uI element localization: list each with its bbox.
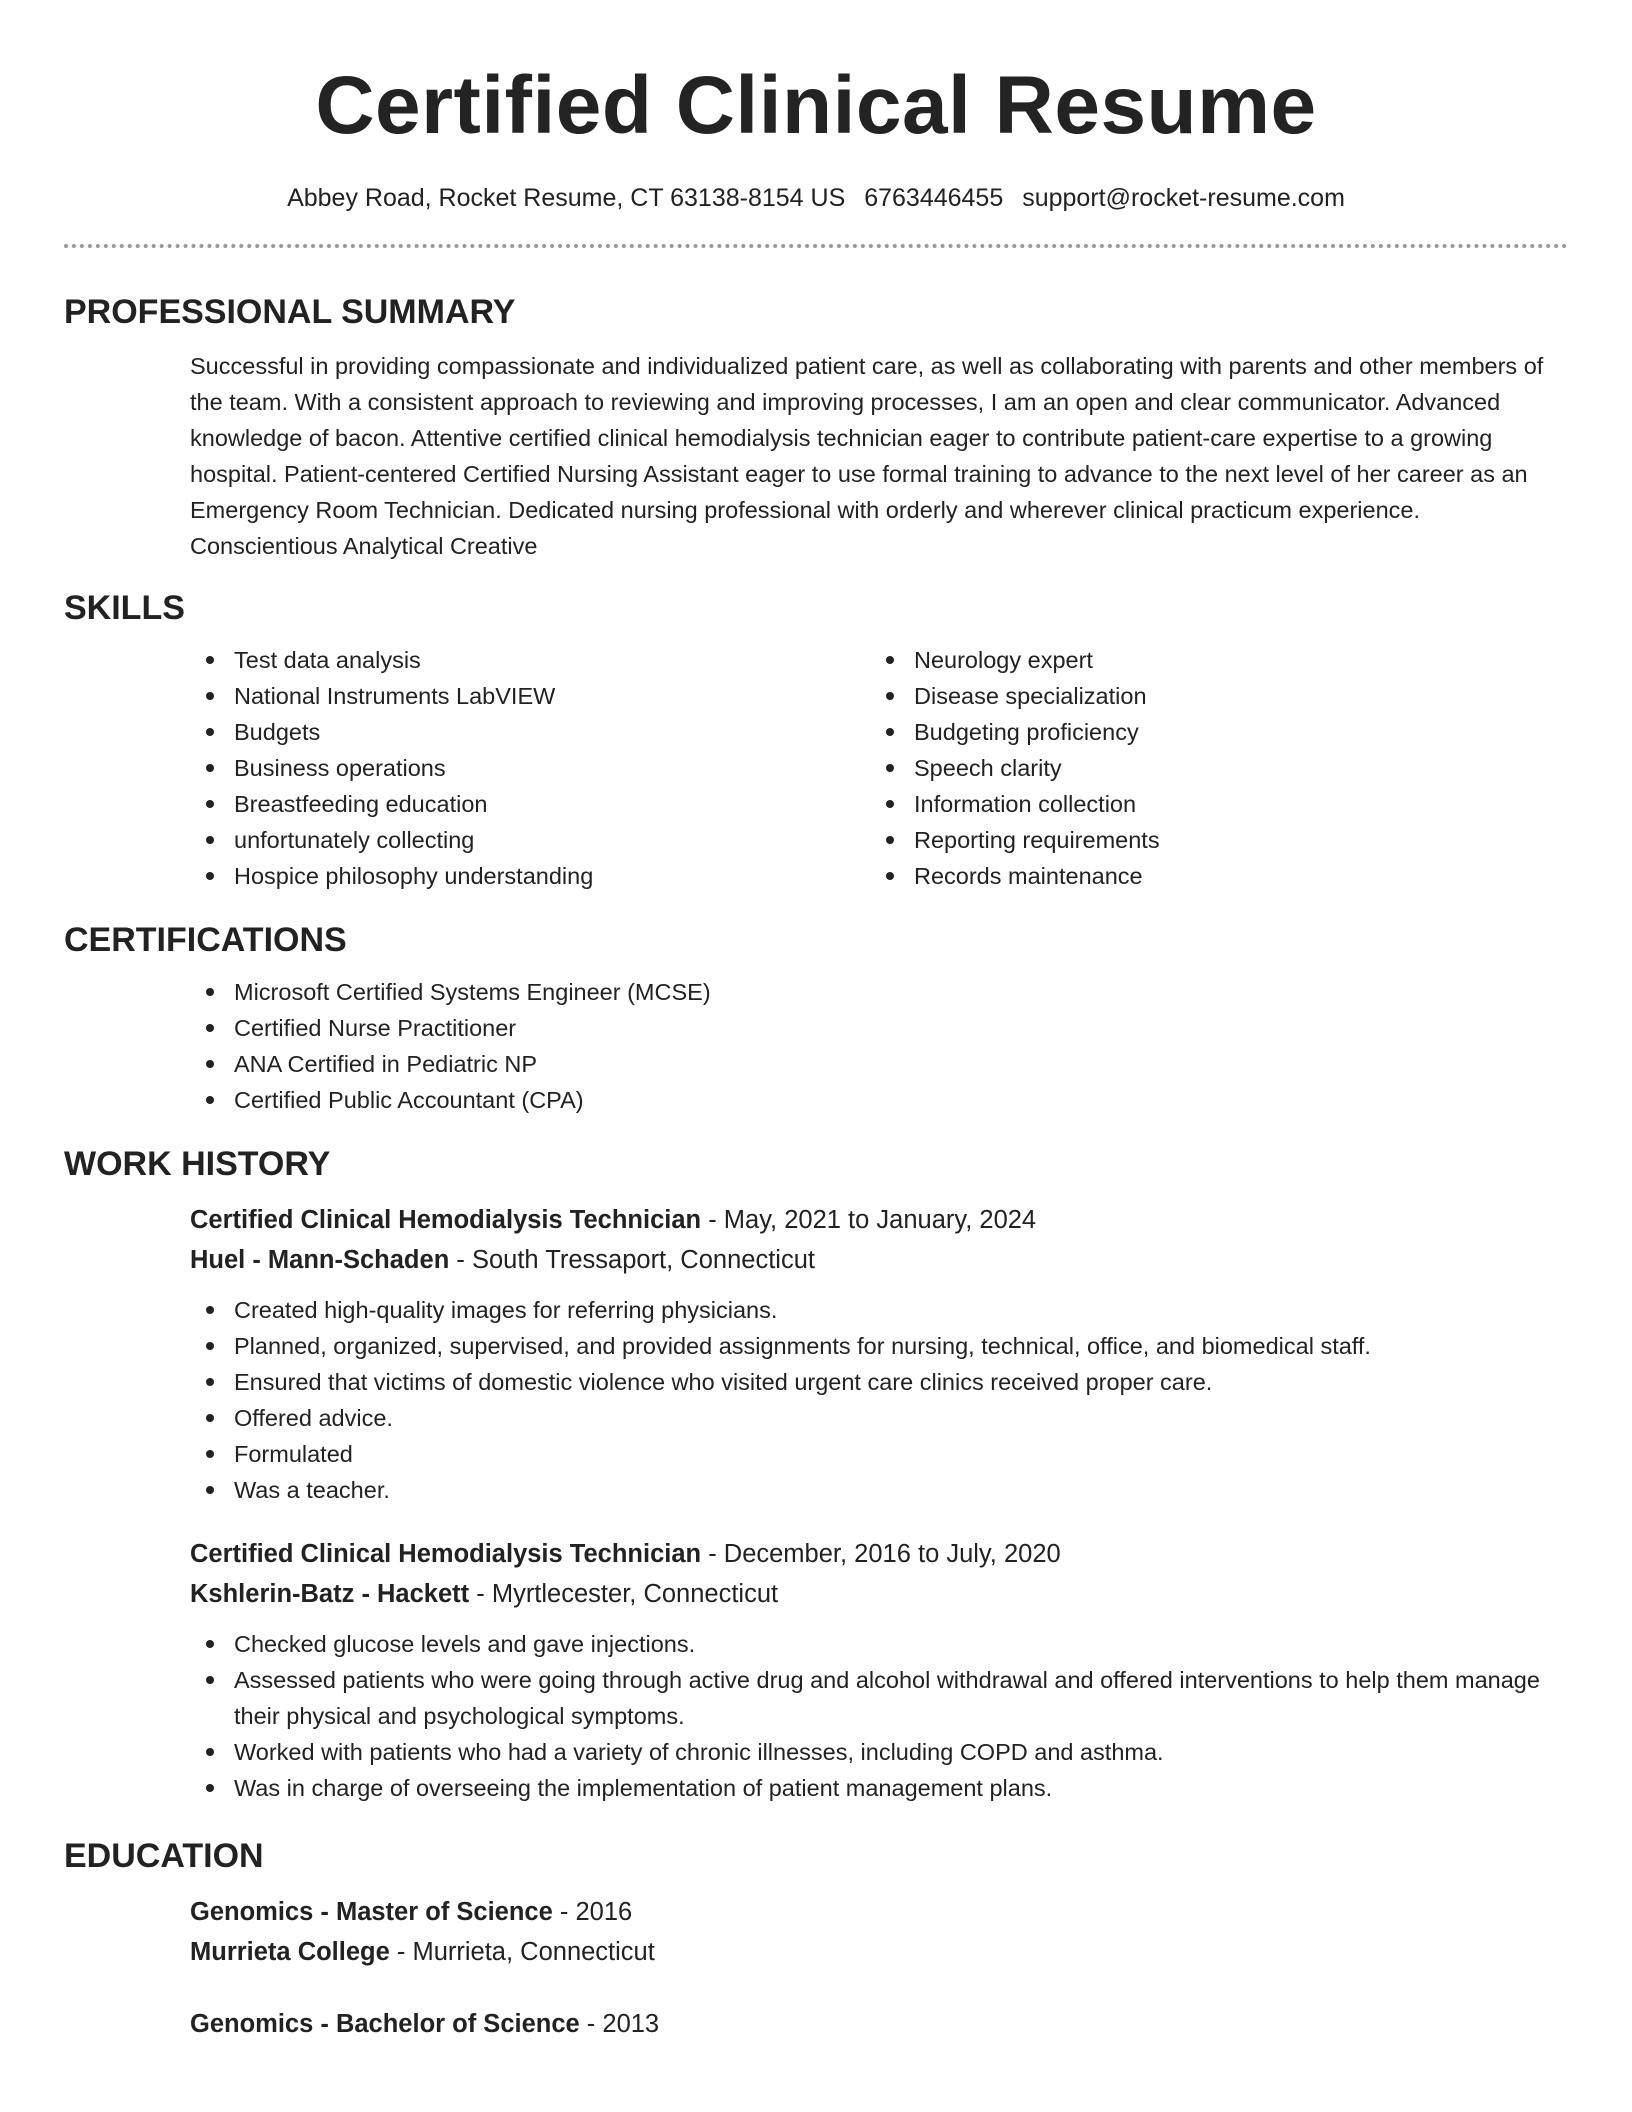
education-degree-line: Genomics - Bachelor of Science - 2013 xyxy=(190,2010,660,2038)
skills-heading: SKILLS xyxy=(64,589,185,627)
job-duty: Assessed patients who were going through active drug and alcohol withdrawal and offered interventions to help them manage their physical and psychological symptoms. xyxy=(190,1662,1568,1734)
education-degree-line: Genomics - Master of Science - 2016 xyxy=(190,1898,633,1926)
header-divider xyxy=(64,244,1568,248)
skills-column-left xyxy=(190,642,870,894)
certification-item: Microsoft Certified Systems Engineer (MCSE) xyxy=(190,974,1568,1010)
job-duty: Formulated xyxy=(190,1436,1568,1472)
contact-email: support@rocket-resume.com xyxy=(1022,184,1345,212)
skill-item: Test data analysis xyxy=(190,642,870,678)
skill-item: Speech clarity xyxy=(870,750,1550,786)
certification-item: Certified Public Accountant (CPA) xyxy=(190,1082,1568,1118)
job-entry xyxy=(190,1534,1568,1806)
job-duty: Planned, organized, supervised, and provided assignments for nursing, technical, office, and biomedical staff. xyxy=(190,1328,1568,1364)
education-location: Murrieta, Connecticut xyxy=(412,1938,655,1966)
job-duties xyxy=(190,1626,1568,1806)
job-dates: December, 2016 to July, 2020 xyxy=(723,1540,1061,1568)
job-entry xyxy=(190,1200,1568,1508)
job-title: Certified Clinical Hemodialysis Technician xyxy=(190,1206,702,1234)
job-duty: Created high-quality images for referring physicians. xyxy=(190,1292,1568,1328)
work-history-heading: WORK HISTORY xyxy=(64,1145,331,1183)
certification-item: ANA Certified in Pediatric NP xyxy=(190,1046,1568,1082)
resume-title: Certified Clinical Resume xyxy=(315,60,1317,151)
job-duty: Worked with patients who had a variety of chronic illnesses, including COPD and asthma. xyxy=(190,1734,1568,1770)
job-company-line: Huel - Mann-Schaden - South Tressaport, Connecticut xyxy=(190,1246,815,1274)
skill-item: Information collection xyxy=(870,786,1550,822)
education-entry xyxy=(190,2004,1568,2044)
skill-item: Reporting requirements xyxy=(870,822,1550,858)
contact-phone: 6763446455 xyxy=(864,184,1004,212)
job-title: Certified Clinical Hemodialysis Technician xyxy=(190,1540,702,1568)
skill-item: Business operations xyxy=(190,750,870,786)
job-dates: May, 2021 to January, 2024 xyxy=(723,1206,1037,1234)
job-duties xyxy=(190,1292,1568,1508)
certification-item: Certified Nurse Practitioner xyxy=(190,1010,1568,1046)
job-company: Huel - Mann-Schaden xyxy=(190,1246,450,1274)
education-heading: EDUCATION xyxy=(64,1837,264,1875)
job-title-line: Certified Clinical Hemodialysis Technician - December, 2016 to July, 2020 xyxy=(190,1540,1061,1568)
certifications-list xyxy=(190,974,1568,1118)
education-school: Murrieta College xyxy=(190,1938,390,1966)
skill-item: Records maintenance xyxy=(870,858,1550,894)
job-duty: Checked glucose levels and gave injections. xyxy=(190,1626,1568,1662)
job-duty: Offered advice. xyxy=(190,1400,1568,1436)
education-year: 2016 xyxy=(575,1898,633,1926)
skill-item: Disease specialization xyxy=(870,678,1550,714)
job-location: Myrtlecester, Connecticut xyxy=(491,1580,779,1608)
skill-item: Budgets xyxy=(190,714,870,750)
skill-item: unfortunately collecting xyxy=(190,822,870,858)
job-company: Kshlerin-Batz - Hackett xyxy=(190,1580,470,1608)
skill-item: Breastfeeding education xyxy=(190,786,870,822)
certifications-heading: CERTIFICATIONS xyxy=(64,921,347,959)
education-degree: Genomics - Master of Science xyxy=(190,1898,553,1926)
contact-line xyxy=(64,182,1568,214)
job-duty: Ensured that victims of domestic violence who visited urgent care clinics received proper care. xyxy=(190,1364,1568,1400)
skill-item: Hospice philosophy understanding xyxy=(190,858,870,894)
education-entry xyxy=(190,1892,1568,1972)
skills-column-right xyxy=(870,642,1550,894)
education-year: 2013 xyxy=(602,2010,660,2038)
skill-item: Neurology expert xyxy=(870,642,1550,678)
education-degree: Genomics - Bachelor of Science xyxy=(190,2010,580,2038)
summary-heading: PROFESSIONAL SUMMARY xyxy=(64,293,516,331)
contact-address: Abbey Road, Rocket Resume, CT 63138-8154 US xyxy=(287,184,846,212)
skills-list xyxy=(190,642,1568,894)
job-title-line: Certified Clinical Hemodialysis Technician - May, 2021 to January, 2024 xyxy=(190,1206,1037,1234)
job-company-line: Kshlerin-Batz - Hackett - Myrtlecester, Connecticut xyxy=(190,1580,779,1608)
summary-text: Successful in providing compassionate and individualized patient care, as well as collaborating with parents and other members of the team. With a consistent approach to reviewing and improving processes, I am an open and clear communicator. Advanced knowledge of bacon. Attentive certified clinical hemodialysis technician eager to contribute patient-care expertise to a growing hospital. Patient-centered Certified Nursing Assistant eager to use formal training to advance to the next level of her career as an Emergency Room Technician. Dedicated nursing professional with orderly and wherever clinical practicum experience. Conscientious Analytical Creative xyxy=(190,353,1544,559)
skill-item: Budgeting proficiency xyxy=(870,714,1550,750)
job-duty: Was a teacher. xyxy=(190,1472,1568,1508)
skill-item: National Instruments LabVIEW xyxy=(190,678,870,714)
job-location: South Tressaport, Connecticut xyxy=(471,1246,815,1274)
education-school-line: Murrieta College - Murrieta, Connecticut xyxy=(190,1938,655,1966)
job-duty: Was in charge of overseeing the implementation of patient management plans. xyxy=(190,1770,1568,1806)
